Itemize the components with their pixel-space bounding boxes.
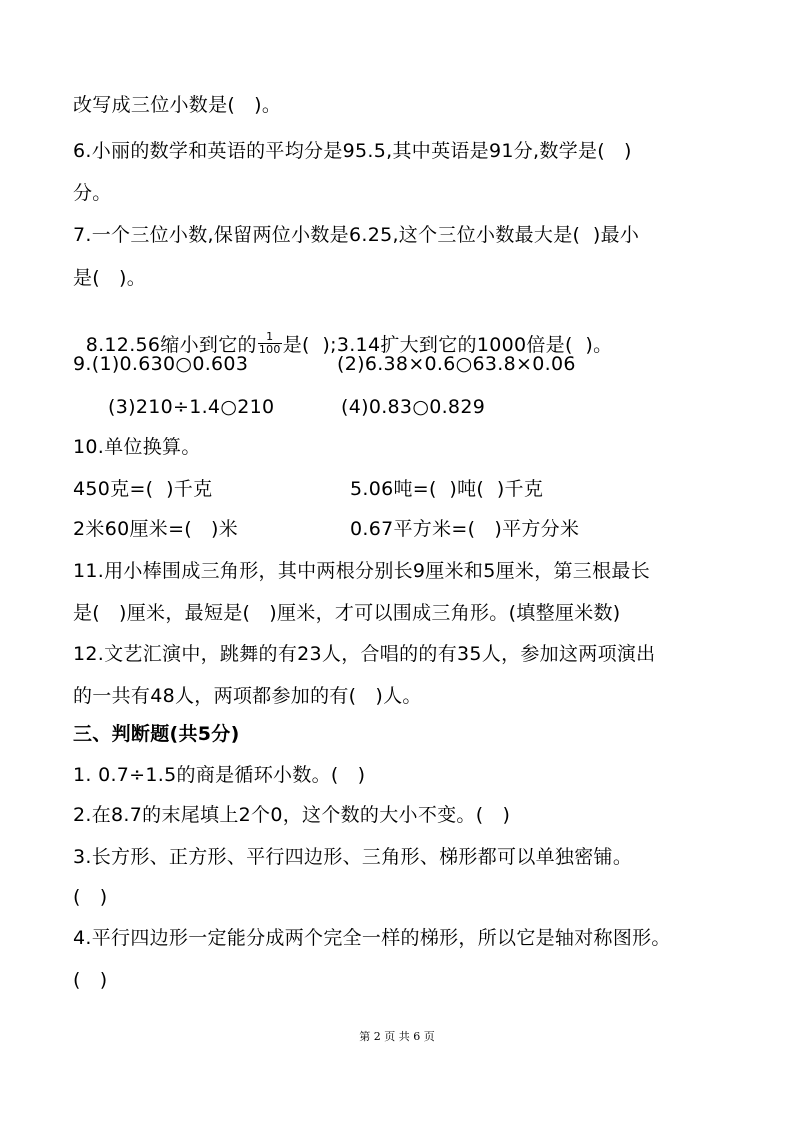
section-heading-judgement: 三、判断题(共5分) — [73, 723, 240, 745]
line-14: 的一共有48人，两项都参加的有( )人。 — [73, 685, 422, 707]
fraction-denominator: 100 — [258, 343, 281, 356]
line-13: 12.文艺汇演中，跳舞的有23人，合唱的的有35人，参加这两项演出 — [73, 643, 656, 665]
line-2: 分。 — [73, 182, 112, 204]
fraction-one-hundredth — [258, 331, 282, 356]
line-6-b: (2)6.38×0.6○63.8×0.06 — [337, 353, 576, 375]
line-6-a: 9.(1)0.630○0.603 — [73, 353, 249, 375]
line-7-b: (4)0.83○0.829 — [341, 396, 486, 418]
line-11: 11.用小棒围成三角形，其中两根分别长9厘米和5厘米，第三根最长 — [73, 560, 650, 582]
line-3: 7.一个三位小数,保留两位小数是6.25,这个三位小数最大是( )最小 — [73, 224, 640, 246]
line-17: 2.在8.7的末尾填上2个0，这个数的大小不变。( ) — [73, 804, 511, 826]
line-5-part-a: 8.12.56缩小到它的 — [85, 334, 257, 356]
line-21: ( ) — [73, 969, 108, 991]
line-9-a: 450克=( )千克 — [73, 478, 213, 500]
line-12: 是( )厘米，最短是( )厘米，才可以围成三角形。(填整厘米数) — [73, 602, 621, 624]
line-8: 10.单位换算。 — [73, 436, 201, 458]
line-16: 1. 0.7÷1.5的商是循环小数。( ) — [73, 764, 366, 786]
line-7-a: (3)210÷1.4○210 — [108, 396, 275, 418]
line-5-part-b: 是( );3.14扩大到它的1000倍是( )。 — [282, 334, 613, 356]
line-20: 4.平行四边形一定能分成两个完全一样的梯形，所以它是轴对称图形。 — [73, 927, 671, 949]
page-footer: 第 2 页 共 6 页 — [359, 1030, 435, 1043]
line-18: 3.长方形、正方形、平行四边形、三角形、梯形都可以单独密铺。 — [73, 846, 633, 868]
line-0: 改写成三位小数是( )。 — [73, 94, 282, 116]
line-4: 是( )。 — [73, 267, 147, 289]
line-10-a: 2米60厘米=( )米 — [73, 518, 239, 540]
fraction-numerator: 1 — [258, 331, 282, 344]
line-1: 6.小丽的数学和英语的平均分是95.5,其中英语是91分,数学是( ) — [73, 140, 632, 162]
line-9-b: 5.06吨=( )吨( )千克 — [350, 478, 544, 500]
line-10-b: 0.67平方米=( )平方分米 — [350, 518, 580, 540]
line-19: ( ) — [73, 886, 108, 908]
